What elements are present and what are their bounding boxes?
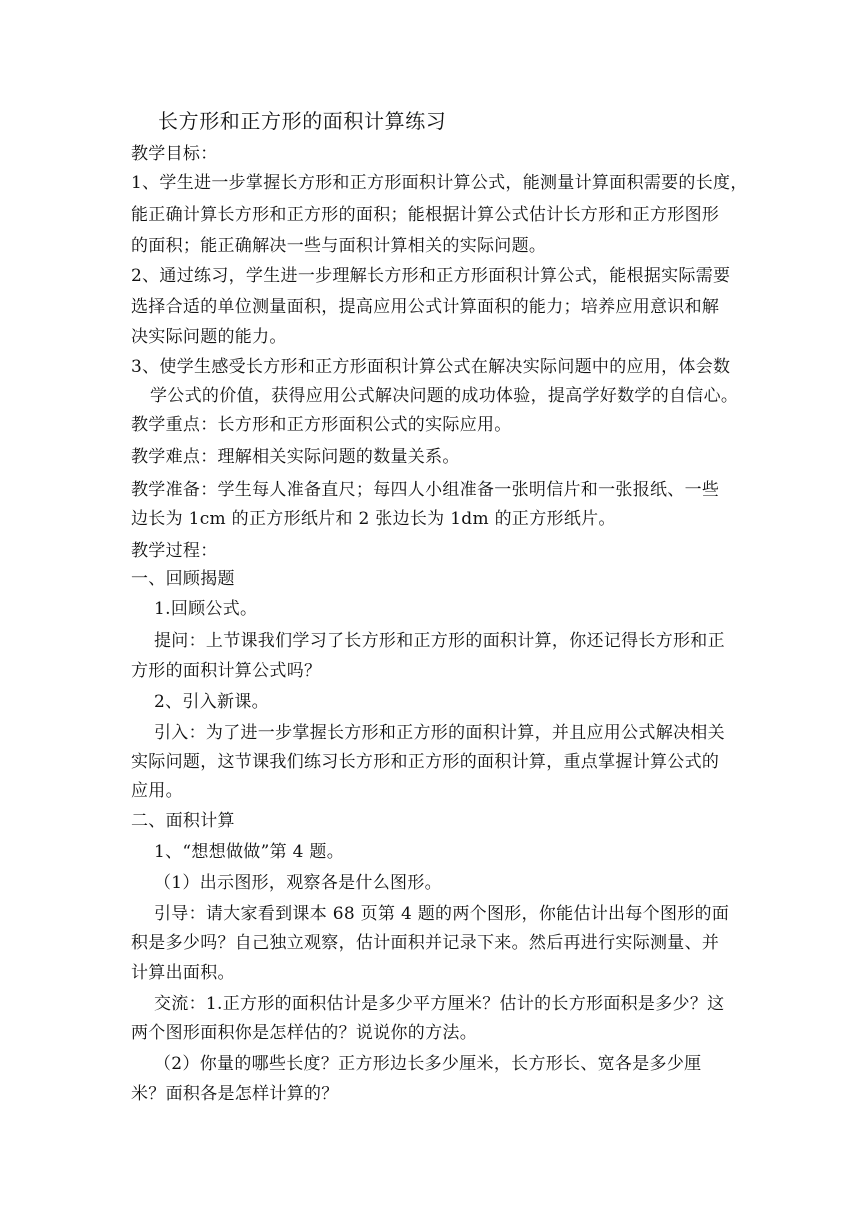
exercise-4-item-2-line-2: 米？面积各是怎样计算的？ — [131, 1084, 339, 1104]
objective-1-line-1: 1、学生进一步掌握长方形和正方形面积计算公式，能测量计算面积需要的长度， — [131, 173, 748, 193]
preparation-line-2: 边长为 1cm 的正方形纸片和 2 张边长为 1dm 的正方形纸片。 — [131, 509, 616, 529]
objective-2-line-1: 2、通过练习，学生进一步理解长方形和正方形面积计算公式，能根据实际需要 — [131, 266, 731, 286]
question-line-2: 方形的面积计算公式吗？ — [131, 661, 322, 681]
exercise-4-item-1: （1）出示图形，观察各是什么图形。 — [154, 873, 442, 893]
guide-line-3: 计算出面积。 — [131, 963, 235, 983]
part-two-heading: 二、面积计算 — [131, 811, 235, 831]
preparation-line-1: 教学准备：学生每人准备直尺；每四人小组准备一张明信片和一张报纸、一些 — [131, 480, 720, 500]
question-line-1: 提问：上节课我们学习了长方形和正方形的面积计算，你还记得长方形和正 — [154, 631, 725, 651]
difficulty-line: 教学难点：理解相关实际问题的数量关系。 — [131, 447, 460, 467]
discussion-line-1: 交流：1.正方形的面积估计是多少平方厘米？估计的长方形面积是多少？这 — [154, 994, 725, 1014]
exercise-4-heading: 1、“想想做做”第 4 题。 — [154, 842, 345, 862]
guide-line-1: 引导：请大家看到课本 68 页第 4 题的两个图形，你能估计出每个图形的面 — [154, 904, 730, 924]
part-one-heading: 一、回顾揭题 — [131, 569, 235, 589]
intro-line-2: 实际问题，这节课我们练习长方形和正方形的面积计算，重点掌握计算公式的 — [131, 752, 720, 772]
objective-2-line-2: 选择合适的单位测量面积，提高应用公式计算面积的能力；培养应用意识和解 — [131, 297, 720, 317]
intro-line-1: 引入：为了进一步掌握长方形和正方形的面积计算，并且应用公式解决相关 — [154, 723, 725, 743]
section-heading-objectives: 教学目标： — [131, 144, 218, 164]
intro-line-3: 应用。 — [131, 781, 183, 801]
objective-1-line-3: 的面积；能正确解决一些与面积计算相关的实际问题。 — [131, 236, 547, 256]
objective-3-line-2: 学公式的价值，获得应用公式解决问题的成功体验，提高学好数学的自信心。 — [150, 386, 739, 406]
guide-line-2: 积是多少吗？自己独立观察，估计面积并记录下来。然后再进行实际测量、并 — [131, 933, 720, 953]
step-review-formula: 1.回顾公式。 — [154, 599, 258, 619]
objective-2-line-3: 决实际问题的能力。 — [131, 327, 287, 347]
objective-3-line-1: 3、使学生感受长方形和正方形面积计算公式在解决实际问题中的应用，体会数 — [131, 357, 731, 377]
section-heading-process: 教学过程： — [131, 541, 218, 561]
key-point-line: 教学重点：长方形和正方形面积公式的实际应用。 — [131, 415, 512, 435]
discussion-line-2: 两个图形面积你是怎样估的？说说你的方法。 — [131, 1023, 477, 1043]
document-title: 长方形和正方形的面积计算练习 — [158, 109, 447, 133]
exercise-4-item-2-line-1: （2）你量的哪些长度？正方形边长多少厘米，长方形长、宽各是多少厘 — [154, 1054, 702, 1074]
step-new-lesson: 2、引入新课。 — [154, 692, 269, 712]
objective-1-line-2: 能正确计算长方形和正方形的面积；能根据计算公式估计长方形和正方形图形 — [131, 205, 720, 225]
